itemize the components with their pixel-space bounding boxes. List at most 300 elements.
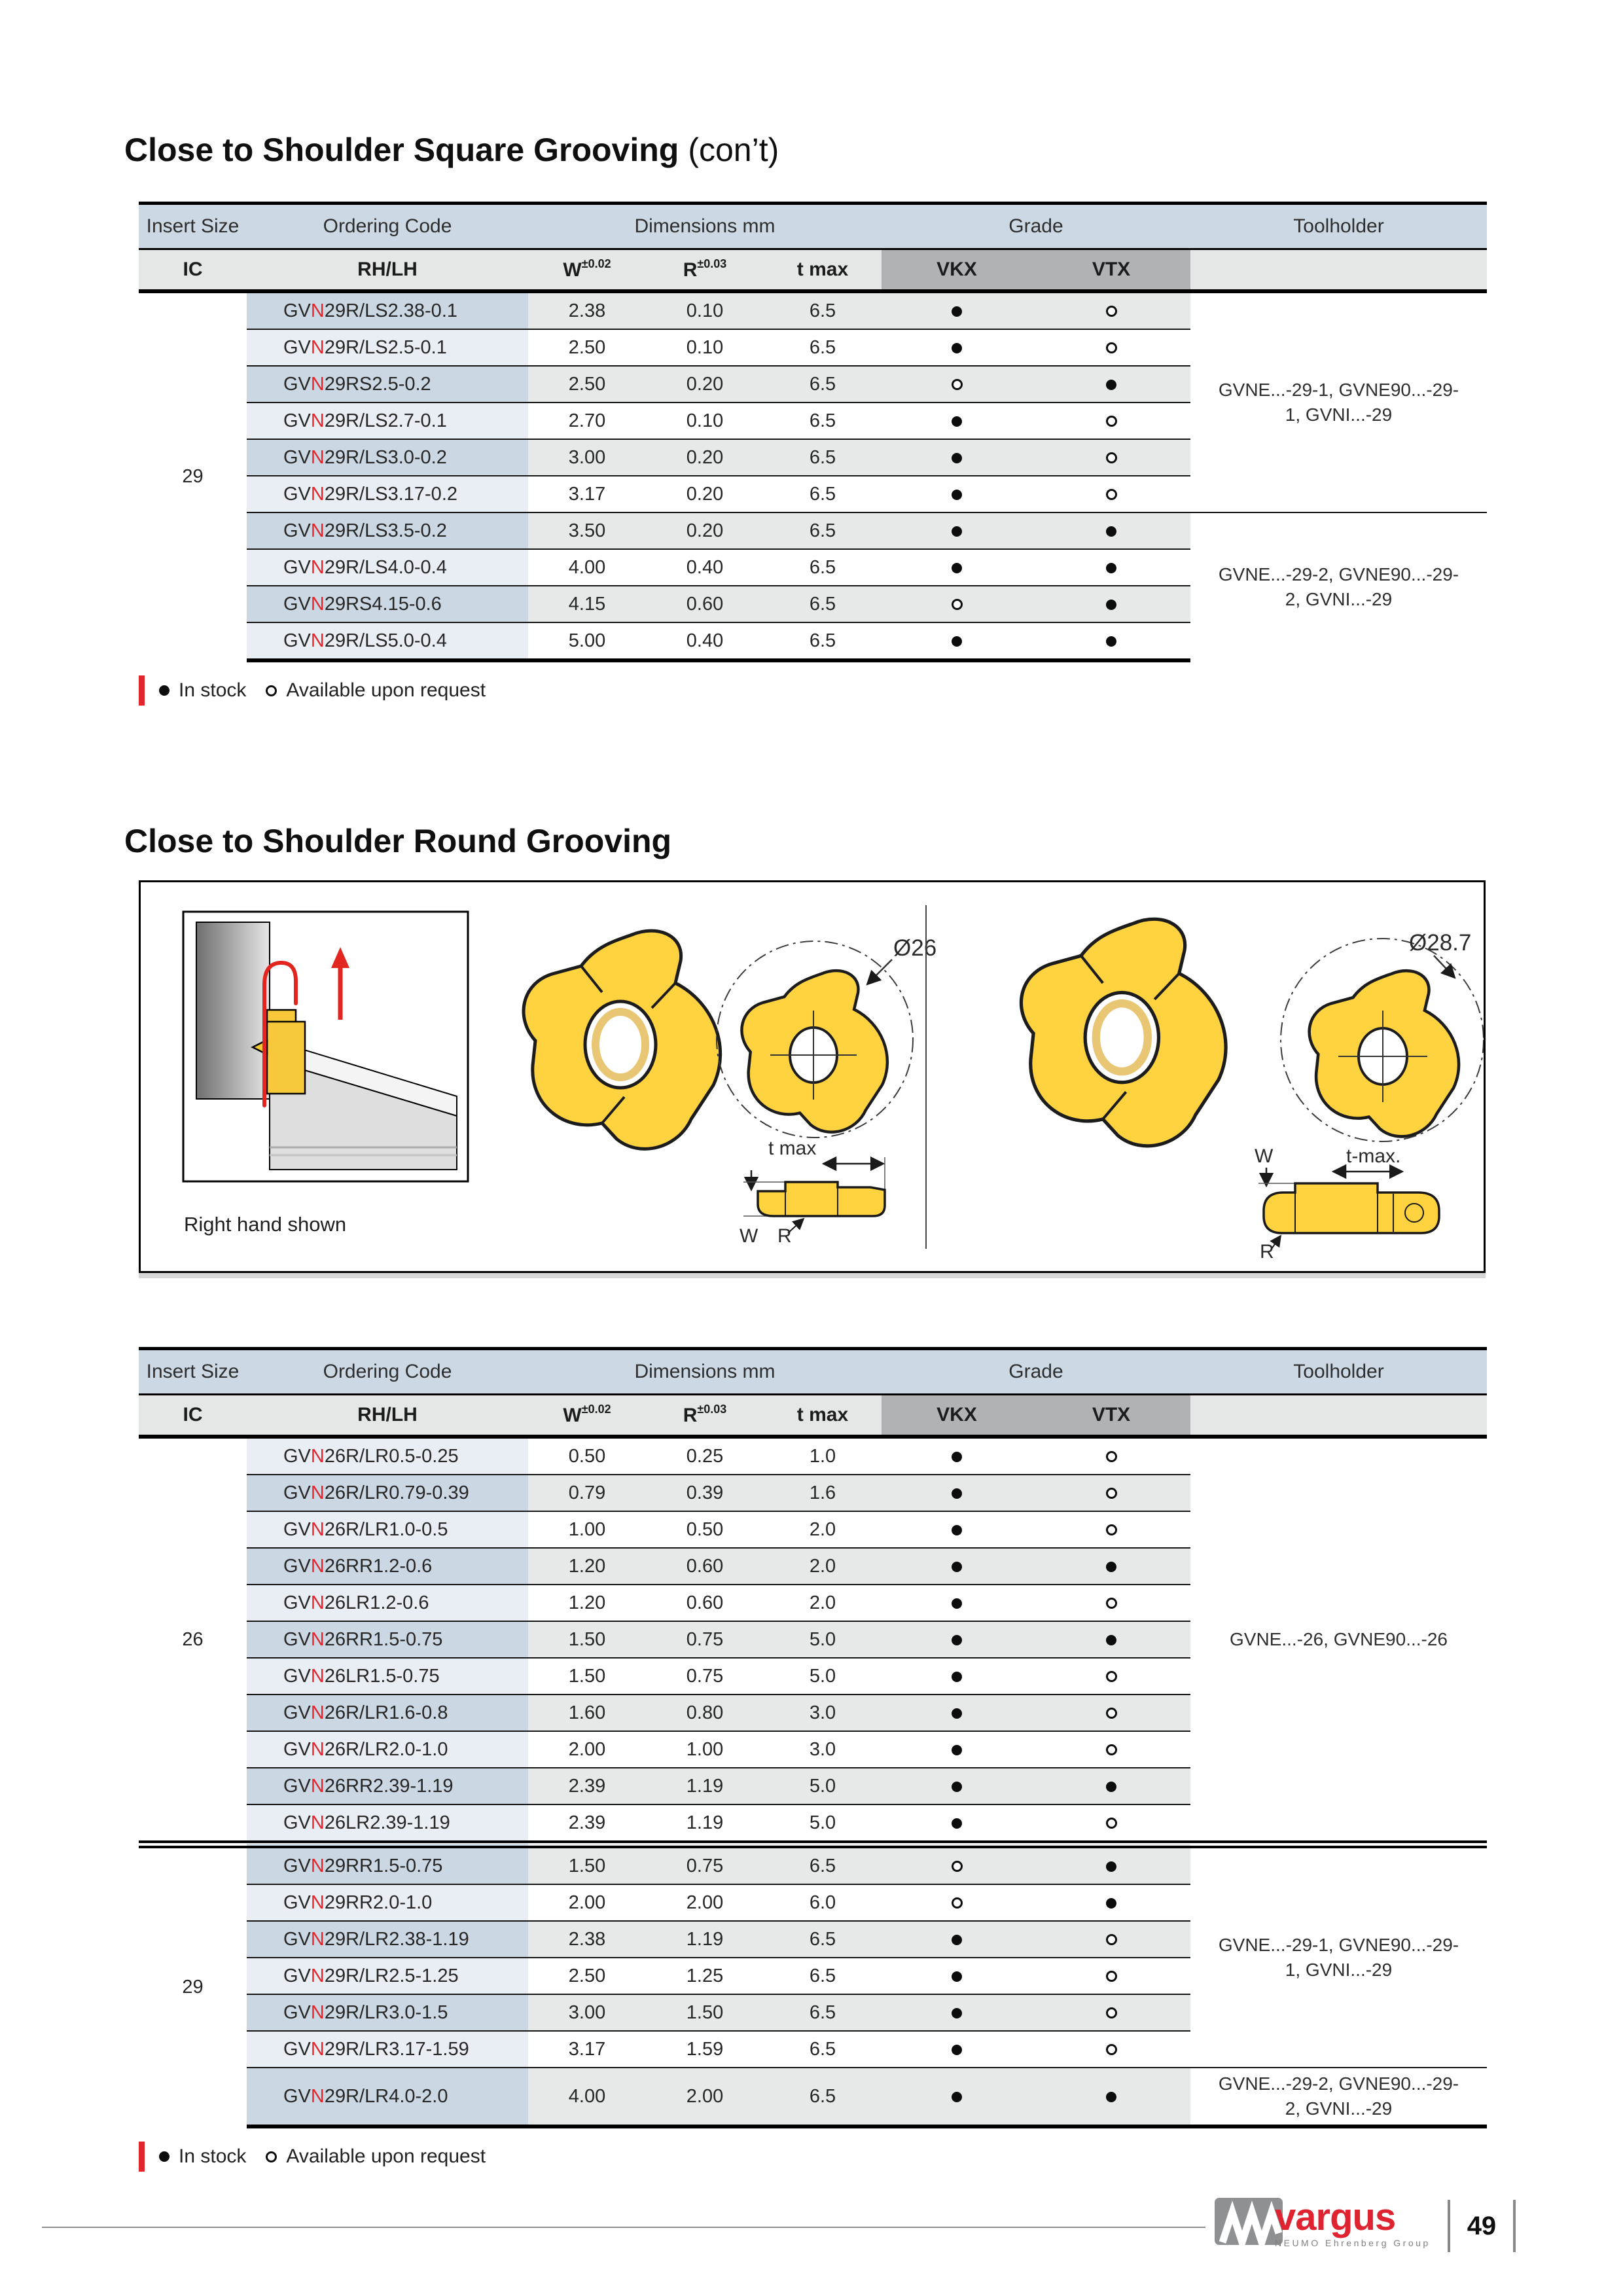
- in-stock-dot-icon: [952, 636, 962, 647]
- width-cell: 1.50: [528, 1658, 646, 1695]
- tmax-cell: 6.5: [764, 2068, 882, 2126]
- width-cell: 1.50: [528, 1621, 646, 1658]
- code-red-n: N: [310, 593, 325, 615]
- vkx-grade-cell: [882, 329, 1032, 366]
- code-red-n: N: [310, 1855, 325, 1876]
- vkx-grade-cell: [882, 1621, 1032, 1658]
- width-cell: 1.20: [528, 1585, 646, 1621]
- vtx-grade-cell: [1032, 439, 1190, 476]
- vtx-grade-cell: [1032, 1958, 1190, 1994]
- tmax-cell: 6.5: [764, 439, 882, 476]
- on-request-dot-icon: [1106, 1934, 1117, 1945]
- code-red-n: N: [310, 1738, 325, 1760]
- width-cell: 3.17: [528, 476, 646, 512]
- vkx-grade-cell: [882, 1844, 1032, 1884]
- footer-rule: [42, 2227, 1205, 2228]
- radius-cell: 0.39: [646, 1475, 764, 1511]
- on-request-dot-icon: [1106, 1598, 1117, 1609]
- profile-drawing-left: [740, 1138, 885, 1247]
- in-stock-dot-icon: [1106, 563, 1116, 573]
- code-red-n: N: [310, 1518, 325, 1540]
- header-col-insert-size: Insert Size: [139, 1349, 247, 1395]
- footer-divider-bar: [1513, 2200, 1516, 2252]
- on-request-dot-icon: [1106, 1708, 1117, 1719]
- header-col-dimensions: Dimensions mm: [528, 1349, 882, 1395]
- in-stock-dot-icon: [952, 1452, 962, 1462]
- footer-divider-bar: [1448, 2200, 1450, 2252]
- code-red-n: N: [310, 1965, 325, 1986]
- ordering-code-cell: GVN29R/LR3.17-1.59: [247, 2031, 528, 2068]
- radius-cell: 0.40: [646, 549, 764, 586]
- width-cell: 1.00: [528, 1511, 646, 1548]
- tmax-cell: 3.0: [764, 1695, 882, 1731]
- profile-drawing-right: [1255, 1145, 1439, 1263]
- on-request-dot-icon: [1106, 1818, 1117, 1829]
- vkx-grade-cell: [882, 1437, 1032, 1475]
- subheader-w: $W^{\pm 0.02}$: [528, 1395, 646, 1437]
- radius-cell: 0.80: [646, 1695, 764, 1731]
- vtx-grade-cell: [1032, 622, 1190, 660]
- tmax-cell: 2.0: [764, 1511, 882, 1548]
- radius-cell: 0.10: [646, 403, 764, 439]
- table-row: [139, 291, 1487, 329]
- vkx-grade-cell: [882, 1884, 1032, 1921]
- width-cell: 4.00: [528, 549, 646, 586]
- vkx-grade-cell: [882, 1731, 1032, 1768]
- width-cell: 5.00: [528, 622, 646, 660]
- ordering-code-cell: GVN29R/LR2.38-1.19: [247, 1921, 528, 1958]
- on-request-dot-icon: [1106, 1488, 1117, 1499]
- subheader-rhlh: RH/LH: [247, 1395, 528, 1437]
- in-stock-dot-icon: [952, 2092, 962, 2102]
- subheader-vkx: VKX: [882, 249, 1032, 292]
- tmax-cell: 6.5: [764, 1844, 882, 1884]
- vkx-grade-cell: [882, 439, 1032, 476]
- tmax-cell: 6.5: [764, 1994, 882, 2031]
- vkx-grade-cell: [882, 622, 1032, 660]
- on-request-dot-icon: [1106, 1744, 1117, 1755]
- vtx-grade-cell: [1032, 2068, 1190, 2126]
- vargus-group-subtext: NEUMO Ehrenberg Group: [1275, 2238, 1431, 2248]
- vtx-grade-cell: [1032, 1884, 1190, 1921]
- subheader-vtx: VTX: [1032, 249, 1190, 292]
- subheader-w: $W^{\pm 0.02}$: [528, 249, 646, 292]
- vkx-grade-cell: [882, 476, 1032, 512]
- width-cell: 3.00: [528, 1994, 646, 2031]
- tmax-label-right: t-max.: [1346, 1145, 1401, 1167]
- in-stock-dot-icon: [952, 1635, 962, 1645]
- in-stock-dot-icon: [952, 1935, 962, 1945]
- radius-cell: 0.50: [646, 1511, 764, 1548]
- code-red-n: N: [310, 300, 325, 321]
- in-stock-dot-icon: [952, 1672, 962, 1682]
- table-row: [139, 1844, 1487, 1884]
- vtx-grade-cell: [1032, 1731, 1190, 1768]
- table-row: [139, 512, 1487, 549]
- subheader-tmax: t max: [764, 249, 882, 292]
- section-title-square-text: Close to Shoulder Square Grooving: [124, 132, 679, 168]
- vkx-grade-cell: [882, 1511, 1032, 1548]
- code-red-n: N: [310, 2038, 325, 2060]
- code-red-n: N: [310, 1445, 325, 1467]
- code-red-n: N: [310, 2001, 325, 2023]
- ordering-code-cell: GVN29R/LS4.0-0.4: [247, 549, 528, 586]
- square-grooving-table: [139, 202, 1487, 662]
- vtx-grade-cell: [1032, 1475, 1190, 1511]
- vkx-grade-cell: [882, 1994, 1032, 2031]
- ordering-code-cell: GVN26LR1.2-0.6: [247, 1585, 528, 1621]
- width-cell: 1.50: [528, 1844, 646, 1884]
- width-cell: 2.38: [528, 291, 646, 329]
- tmax-cell: 6.5: [764, 291, 882, 329]
- on-request-dot-icon: [1106, 2007, 1117, 2018]
- subheader-ic: IC: [139, 249, 247, 292]
- vkx-grade-cell: [882, 291, 1032, 329]
- radius-cell: 2.00: [646, 1884, 764, 1921]
- table-row: [139, 1437, 1487, 1475]
- tmax-cell: 3.0: [764, 1731, 882, 1768]
- on-request-dot-icon: [266, 2151, 277, 2162]
- diameter-circle-left: [717, 941, 913, 1138]
- ordering-code-cell: GVN26LR2.39-1.19: [247, 1804, 528, 1844]
- radius-cell: 0.60: [646, 1548, 764, 1585]
- code-red-n: N: [310, 1482, 325, 1503]
- tmax-cell: 6.5: [764, 622, 882, 660]
- table-subheader-row: [139, 249, 1487, 292]
- in-stock-dot-icon: [952, 526, 962, 537]
- width-cell: 2.70: [528, 403, 646, 439]
- width-cell: 1.20: [528, 1548, 646, 1585]
- tmax-cell: 6.5: [764, 366, 882, 403]
- width-cell: 3.17: [528, 2031, 646, 2068]
- width-cell: 3.00: [528, 439, 646, 476]
- ordering-code-cell: GVN26R/LR2.0-1.0: [247, 1731, 528, 1768]
- tmax-cell: 1.6: [764, 1475, 882, 1511]
- radius-cell: 2.00: [646, 2068, 764, 2126]
- code-red-n: N: [310, 373, 325, 395]
- header-col-ordering-code: Ordering Code: [247, 1349, 528, 1395]
- vtx-grade-cell: [1032, 549, 1190, 586]
- in-stock-dot-icon: [1106, 526, 1116, 537]
- on-request-dot-icon: [1106, 1451, 1117, 1462]
- ordering-code-cell: GVN26R/LR0.5-0.25: [247, 1437, 528, 1475]
- radius-cell: 0.10: [646, 291, 764, 329]
- tmax-cell: 5.0: [764, 1658, 882, 1695]
- on-request-dot-icon: [1106, 306, 1117, 317]
- subheader-tmax: t max: [764, 1395, 882, 1437]
- tmax-cell: 6.5: [764, 549, 882, 586]
- radius-cell: 1.59: [646, 2031, 764, 2068]
- code-red-n: N: [310, 1775, 325, 1797]
- illustration-panel: [139, 880, 1486, 1273]
- vtx-grade-cell: [1032, 329, 1190, 366]
- in-stock-dot-icon: [952, 2045, 962, 2055]
- vkx-grade-cell: [882, 1804, 1032, 1844]
- ordering-code-cell: GVN29R/LR2.5-1.25: [247, 1958, 528, 1994]
- w-label-right: W: [1255, 1145, 1274, 1167]
- ordering-code-cell: GVN29R/LS3.0-0.2: [247, 439, 528, 476]
- section-title-square-suffix: (con’t): [688, 132, 779, 168]
- ordering-code-cell: GVN29RR1.5-0.75: [247, 1844, 528, 1884]
- tmax-cell: 6.5: [764, 1921, 882, 1958]
- on-request-dot-icon: [1106, 1524, 1117, 1535]
- in-stock-dot-icon: [1106, 1861, 1116, 1872]
- code-red-n: N: [310, 1628, 325, 1650]
- on-request-dot-icon: [1106, 2044, 1117, 2055]
- ordering-code-cell: GVN29R/LS3.17-0.2: [247, 476, 528, 512]
- toolholder-cell: GVNE...-29-2, GVNE90...-29-2, GVNI...-29: [1190, 2068, 1487, 2126]
- width-cell: 0.50: [528, 1437, 646, 1475]
- insert-in-pocket: [267, 1022, 305, 1094]
- tmax-cell: 6.5: [764, 476, 882, 512]
- vtx-grade-cell: [1032, 1804, 1190, 1844]
- vtx-grade-cell: [1032, 291, 1190, 329]
- vkx-grade-cell: [882, 1695, 1032, 1731]
- ordering-code-cell: GVN29R/LS3.5-0.2: [247, 512, 528, 549]
- on-request-label: Available upon request: [286, 2145, 486, 2167]
- subheader-toolholder-empty: [1190, 1395, 1487, 1437]
- in-stock-dot-icon: [952, 343, 962, 353]
- on-request-dot-icon: [1106, 452, 1117, 463]
- in-stock-dot-icon: [1106, 600, 1116, 610]
- code-red-n: N: [310, 1702, 325, 1723]
- tmax-cell: 1.0: [764, 1437, 882, 1475]
- in-stock-dot-icon: [952, 2008, 962, 2018]
- tmax-cell: 6.5: [764, 512, 882, 549]
- radius-cell: 0.75: [646, 1621, 764, 1658]
- subheader-vkx: VKX: [882, 1395, 1032, 1437]
- vkx-grade-cell: [882, 1548, 1032, 1585]
- vtx-grade-cell: [1032, 512, 1190, 549]
- ordering-code-cell: GVN26R/LR1.6-0.8: [247, 1695, 528, 1731]
- subheader-r: $R^{\pm 0.03}$: [646, 249, 764, 292]
- insert-3d-right: [1021, 919, 1226, 1146]
- ordering-code-cell: GVN29R/LS2.38-0.1: [247, 291, 528, 329]
- header-col-toolholder: Toolholder: [1190, 204, 1487, 249]
- table-row: [139, 2068, 1487, 2126]
- in-stock-dot-icon: [952, 1488, 962, 1499]
- radius-cell: 0.75: [646, 1844, 764, 1884]
- on-request-dot-icon: [1106, 342, 1117, 353]
- vkx-grade-cell: [882, 1585, 1032, 1621]
- ordering-code-cell: GVN29RS4.15-0.6: [247, 586, 528, 622]
- insert-size-cell: 26: [139, 1437, 247, 1844]
- diameter-circle-right: [1281, 939, 1484, 1141]
- vkx-grade-cell: [882, 1921, 1032, 1958]
- insert-size-cell: 29: [139, 1844, 247, 2126]
- insert-size-cell: 29: [139, 291, 247, 660]
- vargus-logo-mark-icon: [1215, 2198, 1283, 2254]
- in-stock-dot-icon: [159, 685, 169, 696]
- vargus-wordmark: vargus: [1275, 2196, 1396, 2238]
- subheader-vtx: VTX: [1032, 1395, 1190, 1437]
- vkx-grade-cell: [882, 1768, 1032, 1804]
- ordering-code-cell: GVN26LR1.5-0.75: [247, 1658, 528, 1695]
- code-red-n: N: [310, 1555, 325, 1577]
- in-stock-dot-icon: [1106, 2092, 1116, 2102]
- w-label-left: W: [740, 1225, 758, 1247]
- stock-legend-bottom: [139, 2142, 486, 2172]
- radius-cell: 0.60: [646, 1585, 764, 1621]
- in-stock-dot-icon: [952, 1598, 962, 1609]
- width-cell: 4.15: [528, 586, 646, 622]
- radius-cell: 0.20: [646, 512, 764, 549]
- vkx-grade-cell: [882, 1958, 1032, 1994]
- on-request-dot-icon: [266, 685, 277, 696]
- on-request-dot-icon: [1106, 1671, 1117, 1682]
- table-header-row: [139, 204, 1487, 249]
- ordering-code-cell: GVN29R/LR4.0-2.0: [247, 2068, 528, 2126]
- vkx-grade-cell: [882, 2068, 1032, 2126]
- diameter-label-left: Ø26: [893, 935, 937, 961]
- width-cell: 4.00: [528, 2068, 646, 2126]
- radius-cell: 0.40: [646, 622, 764, 660]
- tmax-cell: 2.0: [764, 1548, 882, 1585]
- in-stock-dot-icon: [952, 1562, 962, 1572]
- vtx-grade-cell: [1032, 1921, 1190, 1958]
- vkx-grade-cell: [882, 366, 1032, 403]
- vtx-grade-cell: [1032, 366, 1190, 403]
- r-label-right: R: [1260, 1241, 1274, 1263]
- vtx-grade-cell: [1032, 403, 1190, 439]
- tmax-cell: 5.0: [764, 1804, 882, 1844]
- vkx-grade-cell: [882, 403, 1032, 439]
- ordering-code-cell: GVN26R/LR0.79-0.39: [247, 1475, 528, 1511]
- in-stock-dot-icon: [952, 1971, 962, 1982]
- header-col-toolholder: Toolholder: [1190, 1349, 1487, 1395]
- in-stock-dot-icon: [1106, 1898, 1116, 1909]
- insert-table: [139, 1347, 1487, 2128]
- width-cell: 2.38: [528, 1921, 646, 1958]
- radius-cell: 1.00: [646, 1731, 764, 1768]
- code-red-n: N: [310, 556, 325, 578]
- subheader-ic: IC: [139, 1395, 247, 1437]
- code-red-n: N: [310, 1812, 325, 1833]
- ordering-code-cell: GVN26R/LR1.0-0.5: [247, 1511, 528, 1548]
- in-stock-dot-icon: [952, 416, 962, 427]
- in-stock-dot-icon: [952, 1708, 962, 1719]
- in-stock-dot-icon: [952, 1525, 962, 1535]
- on-request-dot-icon: [1106, 1971, 1117, 1982]
- in-stock-dot-icon: [952, 1818, 962, 1829]
- on-request-dot-icon: [952, 599, 963, 610]
- in-stock-dot-icon: [952, 306, 962, 317]
- code-red-n: N: [310, 336, 325, 358]
- in-stock-dot-icon: [1106, 380, 1116, 390]
- in-stock-dot-icon: [952, 1745, 962, 1755]
- vtx-grade-cell: [1032, 1548, 1190, 1585]
- radius-cell: 0.75: [646, 1658, 764, 1695]
- on-request-label: Available upon request: [286, 679, 486, 701]
- vtx-grade-cell: [1032, 1511, 1190, 1548]
- code-red-n: N: [310, 1592, 325, 1613]
- tmax-cell: 2.0: [764, 1585, 882, 1621]
- on-request-dot-icon: [952, 1861, 963, 1872]
- in-stock-dot-icon: [952, 1782, 962, 1792]
- vtx-grade-cell: [1032, 1994, 1190, 2031]
- width-cell: 2.50: [528, 366, 646, 403]
- panel-caption: Right hand shown: [184, 1213, 347, 1236]
- page-number: 49: [1467, 2211, 1497, 2240]
- toolholder-cell: GVNE...-29-1, GVNE90...-29-1, GVNI...-29: [1190, 1844, 1487, 2068]
- on-request-dot-icon: [952, 1897, 963, 1909]
- insert-table: [139, 202, 1487, 662]
- subheader-r: $R^{\pm 0.03}$: [646, 1395, 764, 1437]
- tmax-cell: 5.0: [764, 1768, 882, 1804]
- vtx-grade-cell: [1032, 1621, 1190, 1658]
- width-cell: 0.79: [528, 1475, 646, 1511]
- tmax-label-left: t max: [768, 1138, 817, 1159]
- code-red-n: N: [310, 1928, 325, 1950]
- width-cell: 2.50: [528, 1958, 646, 1994]
- radius-cell: 0.25: [646, 1437, 764, 1475]
- code-red-n: N: [310, 2085, 325, 2107]
- width-cell: 2.00: [528, 1731, 646, 1768]
- radius-cell: 1.19: [646, 1768, 764, 1804]
- radius-cell: 1.25: [646, 1958, 764, 1994]
- vargus-logo: [1215, 2198, 1431, 2254]
- header-col-insert-size: Insert Size: [139, 204, 247, 249]
- table-header-row: [139, 1349, 1487, 1395]
- radius-cell: 0.20: [646, 366, 764, 403]
- vkx-grade-cell: [882, 586, 1032, 622]
- code-red-n: N: [310, 1892, 325, 1913]
- in-stock-dot-icon: [952, 453, 962, 463]
- ordering-code-cell: GVN29RS2.5-0.2: [247, 366, 528, 403]
- section-title-round: [124, 822, 671, 860]
- ordering-code-cell: GVN29R/LS2.7-0.1: [247, 403, 528, 439]
- radius-cell: 0.20: [646, 439, 764, 476]
- tmax-cell: 6.0: [764, 1884, 882, 1921]
- tmax-cell: 6.5: [764, 403, 882, 439]
- insert-3d-left: [524, 931, 721, 1149]
- in-stock-dot-icon: [1106, 1782, 1116, 1792]
- width-cell: 2.50: [528, 329, 646, 366]
- in-stock-dot-icon: [1106, 1562, 1116, 1572]
- vkx-grade-cell: [882, 1658, 1032, 1695]
- ordering-code-cell: GVN29R/LS5.0-0.4: [247, 622, 528, 660]
- ordering-code-cell: GVN26RR2.39-1.19: [247, 1768, 528, 1804]
- vtx-grade-cell: [1032, 2031, 1190, 2068]
- code-red-n: N: [310, 630, 325, 651]
- tmax-cell: 5.0: [764, 1621, 882, 1658]
- header-col-grade: Grade: [882, 1349, 1190, 1395]
- ordering-code-cell: GVN26RR1.2-0.6: [247, 1548, 528, 1585]
- vkx-grade-cell: [882, 2031, 1032, 2068]
- table-subheader-row: [139, 1395, 1487, 1437]
- section-title-square: [124, 131, 779, 169]
- round-grooving-table: [139, 1347, 1487, 2128]
- code-red-n: N: [310, 1665, 325, 1687]
- in-stock-label: In stock: [179, 2145, 247, 2167]
- code-red-n: N: [310, 410, 325, 431]
- radius-cell: 1.50: [646, 1994, 764, 2031]
- in-stock-label: In stock: [179, 679, 247, 701]
- on-request-dot-icon: [1106, 489, 1117, 500]
- vtx-grade-cell: [1032, 1585, 1190, 1621]
- ordering-code-cell: GVN26RR1.5-0.75: [247, 1621, 528, 1658]
- footer: [1215, 2198, 1533, 2254]
- on-request-dot-icon: [952, 379, 963, 390]
- toolholder-cell: GVNE...-29-1, GVNE90...-29-1, GVNI...-29: [1190, 291, 1487, 512]
- code-red-n: N: [310, 483, 325, 505]
- width-cell: 2.00: [528, 1884, 646, 1921]
- subheader-toolholder-empty: [1190, 249, 1487, 292]
- vtx-grade-cell: [1032, 586, 1190, 622]
- vkx-grade-cell: [882, 512, 1032, 549]
- width-cell: 2.39: [528, 1804, 646, 1844]
- in-stock-dot-icon: [952, 563, 962, 573]
